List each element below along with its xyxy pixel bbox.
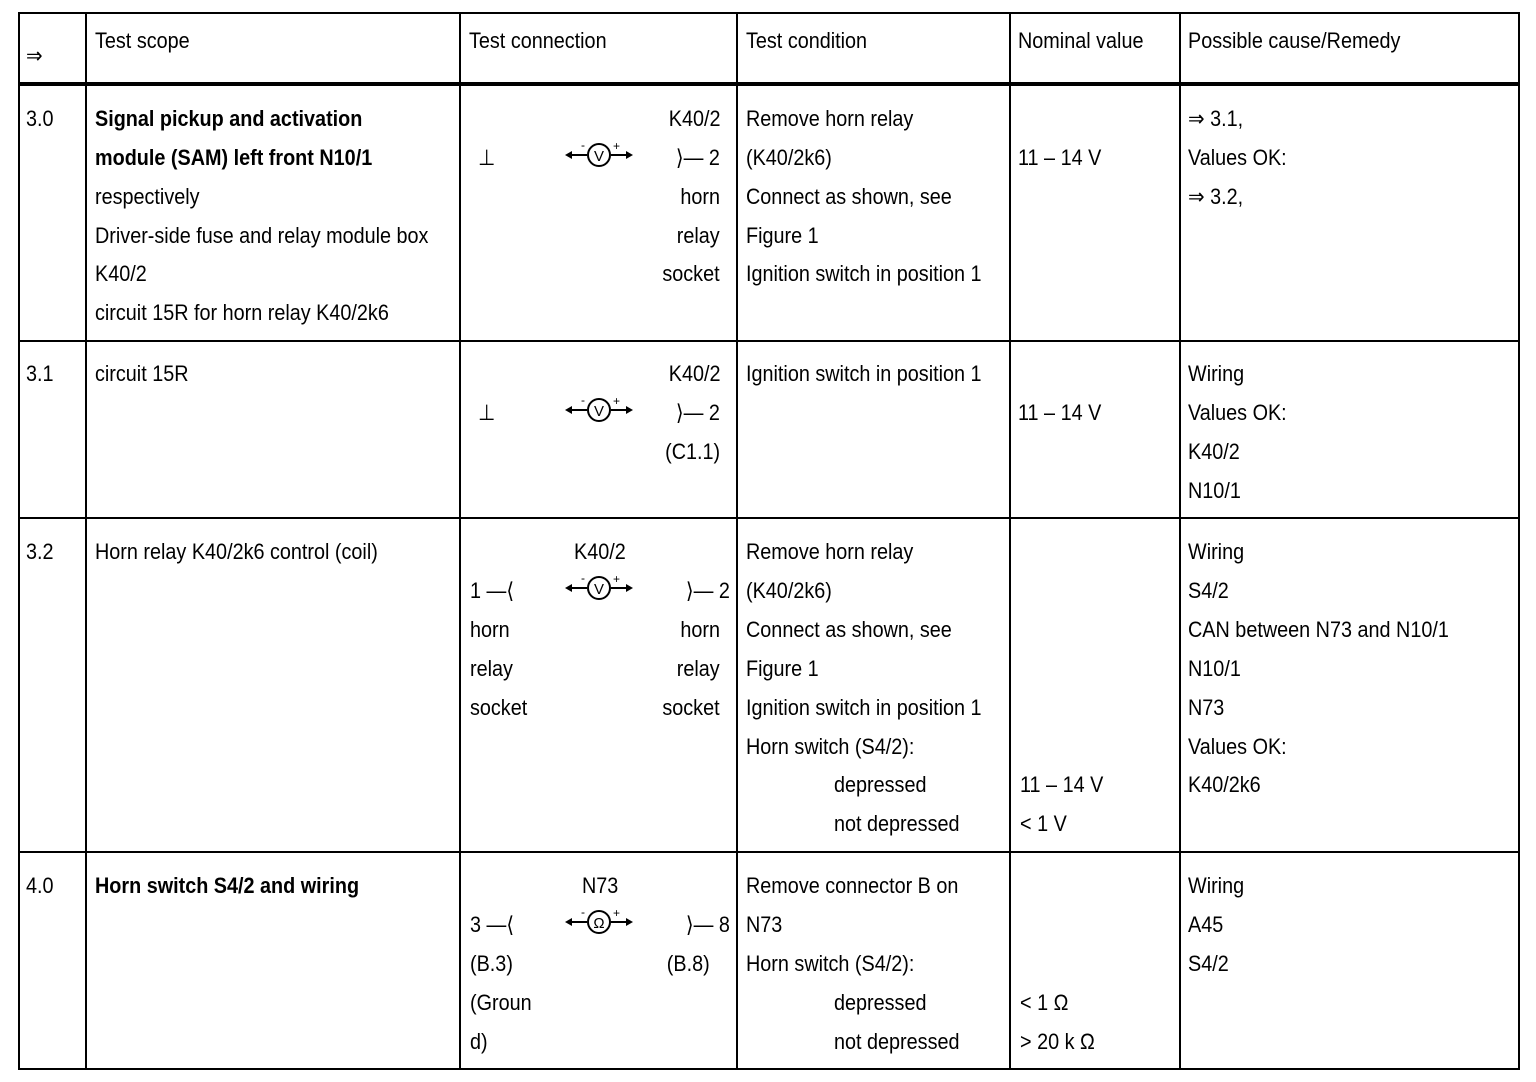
remedy-line: Wiring [1188, 873, 1245, 898]
remedy-line: K40/2k6 [1188, 772, 1261, 797]
row-number: 3.0 [26, 106, 54, 131]
svg-text:-: - [581, 395, 585, 407]
row-number: 4.0 [26, 873, 54, 898]
meter-symbol: Ω [593, 915, 605, 932]
test-condition-line: Ignition switch in position 1 [746, 261, 982, 286]
connector-pin: 1 —⟨ [470, 578, 515, 603]
connector-pin: ⟩— 8 [685, 912, 730, 937]
test-condition-line: Connect as shown, see [746, 617, 952, 642]
header-nominal-value: Nominal value [1018, 28, 1144, 53]
connector-label: K40/2 [668, 361, 720, 386]
test-condition-line: Ignition switch in position 1 [746, 361, 982, 386]
test-condition-line: (K40/2k6) [746, 578, 832, 603]
test-condition-line: Connect as shown, see [746, 184, 952, 209]
remedy-line: K40/2 [1188, 439, 1240, 464]
test-condition-line: Ignition switch in position 1 [746, 695, 982, 720]
header-test-condition: Test condition [746, 28, 868, 53]
remedy-line: Wiring [1188, 361, 1245, 386]
nominal-value: 11 – 14 V [1018, 400, 1102, 425]
svg-text:+: + [613, 140, 621, 153]
test-scope-line: Horn relay K40/2k6 control (coil) [95, 539, 378, 564]
svg-text:+: + [613, 573, 621, 586]
remedy-line: A45 [1188, 912, 1224, 937]
row-divider [18, 851, 1520, 853]
remedy-line: Wiring [1188, 539, 1245, 564]
connector-label: K40/2 [574, 539, 626, 564]
connector-label: N73 [582, 873, 619, 898]
test-condition-line: Remove horn relay [746, 106, 914, 131]
connector-note: horn [680, 617, 720, 642]
connector-note: socket [662, 261, 720, 286]
svg-text:+: + [613, 395, 621, 408]
connector-pin: ⟩— 2 [675, 145, 720, 170]
connector-note: horn [680, 184, 720, 209]
header-divider [18, 82, 1520, 86]
connector-note: relay [470, 656, 513, 681]
test-condition-line: Figure 1 [746, 656, 819, 681]
nominal-value: 11 – 14 V [1018, 145, 1102, 170]
test-condition-line: Remove connector B on [746, 873, 959, 898]
nominal-value: 11 – 14 V [1020, 772, 1104, 797]
remedy-line: N73 [1188, 695, 1225, 720]
header-test-connection: Test connection [469, 28, 607, 53]
row-number: 3.1 [26, 361, 54, 386]
ground-symbol: ⊥ [478, 145, 496, 170]
column-divider [1009, 12, 1011, 1070]
test-scope-line: K40/2 [95, 261, 147, 286]
voltmeter-icon [563, 140, 635, 170]
remedy-line: ⇒ 3.1, [1188, 106, 1244, 131]
column-divider [85, 12, 87, 1070]
test-condition-line: depressed [834, 990, 927, 1015]
test-scope-line: circuit 15R [95, 361, 189, 386]
test-condition-line: N73 [746, 912, 783, 937]
connector-note: (B.8) [667, 951, 710, 976]
test-condition-line: (K40/2k6) [746, 145, 832, 170]
test-condition-line: depressed [834, 772, 927, 797]
connector-note: d) [470, 1029, 488, 1054]
row-divider [18, 340, 1520, 342]
header-possible-cause: Possible cause/Remedy [1188, 28, 1401, 53]
connector-note: socket [470, 695, 528, 720]
test-scope-line: Horn switch S4/2 and wiring [95, 873, 360, 898]
remedy-line: CAN between N73 and N10/1 [1188, 617, 1449, 642]
test-condition-line: Horn switch (S4/2): [746, 734, 915, 759]
ohmmeter-icon [563, 907, 635, 937]
nominal-value: < 1 V [1020, 811, 1067, 836]
header-test-scope: Test scope [95, 28, 190, 53]
connector-pin: 3 —⟨ [470, 912, 515, 937]
connector-note: socket [662, 695, 720, 720]
test-condition-line: Figure 1 [746, 223, 819, 248]
connector-pin: ⟩— 2 [675, 400, 720, 425]
remedy-line: Values OK: [1188, 400, 1287, 425]
voltmeter-icon [563, 573, 635, 603]
test-scope-line: Driver-side fuse and relay module box [95, 223, 429, 248]
test-scope-line: respectively [95, 184, 200, 209]
row-number: 3.2 [26, 539, 54, 564]
column-divider [1179, 12, 1181, 1070]
svg-text:-: - [581, 140, 585, 152]
column-divider [736, 12, 738, 1070]
voltmeter-icon [563, 395, 635, 425]
connector-pin: ⟩— 2 [685, 578, 730, 603]
remedy-line: Values OK: [1188, 145, 1287, 170]
remedy-line: S4/2 [1188, 951, 1229, 976]
meter-symbol: V [593, 581, 605, 598]
test-scope-line: module (SAM) left front N10/1 [95, 145, 373, 170]
connector-label: K40/2 [668, 106, 720, 131]
ground-symbol: ⊥ [478, 400, 496, 425]
header-arrow: ⇒ [26, 43, 43, 68]
test-condition-line: not depressed [834, 811, 960, 836]
remedy-line: Values OK: [1188, 734, 1287, 759]
connector-note: horn [470, 617, 510, 642]
meter-symbol: V [593, 148, 605, 165]
test-condition-line: Remove horn relay [746, 539, 914, 564]
test-condition-line: not depressed [834, 1029, 960, 1054]
connector-note: (C1.1) [664, 439, 720, 464]
meter-symbol: V [593, 403, 605, 420]
svg-text:-: - [581, 907, 585, 919]
connector-note: relay [677, 656, 720, 681]
remedy-line: N10/1 [1188, 656, 1241, 681]
remedy-line: N10/1 [1188, 478, 1241, 503]
connector-note: (B.3) [470, 951, 513, 976]
test-condition-line: Horn switch (S4/2): [746, 951, 915, 976]
remedy-line: ⇒ 3.2, [1188, 184, 1244, 209]
nominal-value: < 1 Ω [1020, 990, 1069, 1015]
svg-text:+: + [613, 907, 621, 920]
remedy-line: S4/2 [1188, 578, 1229, 603]
test-scope-line: circuit 15R for horn relay K40/2k6 [95, 300, 389, 325]
test-scope-line: Signal pickup and activation [95, 106, 363, 131]
svg-text:-: - [581, 573, 585, 585]
connector-note: relay [677, 223, 720, 248]
row-divider [18, 517, 1520, 519]
connector-note: (Groun [470, 990, 532, 1015]
nominal-value: > 20 k Ω [1020, 1029, 1095, 1054]
column-divider [459, 12, 461, 1070]
